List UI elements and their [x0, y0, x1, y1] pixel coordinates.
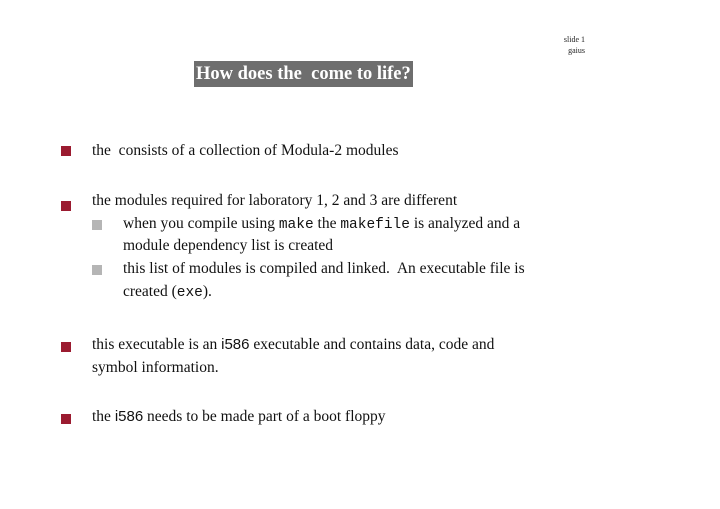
slide-number: slide 1 [563, 35, 585, 44]
bullet-marker [61, 146, 71, 156]
text-run: this executable is an [92, 336, 222, 353]
sub-bullet-2-line-2 [123, 281, 212, 304]
code-make: make [278, 217, 314, 233]
code-exe: exe [176, 285, 203, 301]
text-run: ). [202, 283, 212, 300]
processor-name: i586 [221, 336, 250, 353]
sub-bullet-marker [92, 220, 102, 230]
bullet-marker [61, 342, 71, 352]
bullet-1-text: the consists of a collection of Modula-2 modules [92, 142, 399, 159]
bullet-marker [61, 201, 71, 211]
text-run: needs to be made part of a boot floppy [143, 408, 386, 425]
bullet-4-text [92, 406, 386, 428]
text-run: is analyzed and a [409, 215, 521, 232]
bullet-marker [61, 414, 71, 424]
sub-bullet-marker [92, 265, 102, 275]
text-run: the [313, 215, 341, 232]
text-run: the [92, 408, 115, 425]
sub-bullet-2-line-1: this list of modules is compiled and linked. An executable file is [123, 260, 525, 277]
slide-author: gaius [568, 46, 585, 55]
bullet-3-line-2: symbol information. [92, 359, 219, 376]
code-makefile: makefile [340, 217, 410, 233]
bullet-2-text: the modules required for laboratory 1, 2 and 3 are different [92, 192, 458, 209]
slide-header-meta [564, 34, 585, 56]
sub-bullet-1-line-2: module dependency list is created [123, 237, 334, 254]
text-run: created ( [123, 283, 177, 300]
processor-name: i586 [114, 408, 144, 425]
text-run: executable and contains data, code and [249, 336, 495, 353]
text-run: when you compile using [123, 215, 279, 232]
sub-bullet-1-line-1 [123, 213, 520, 236]
slide-title: How does the come to life? [194, 61, 413, 87]
bullet-3-line-1 [92, 334, 494, 356]
